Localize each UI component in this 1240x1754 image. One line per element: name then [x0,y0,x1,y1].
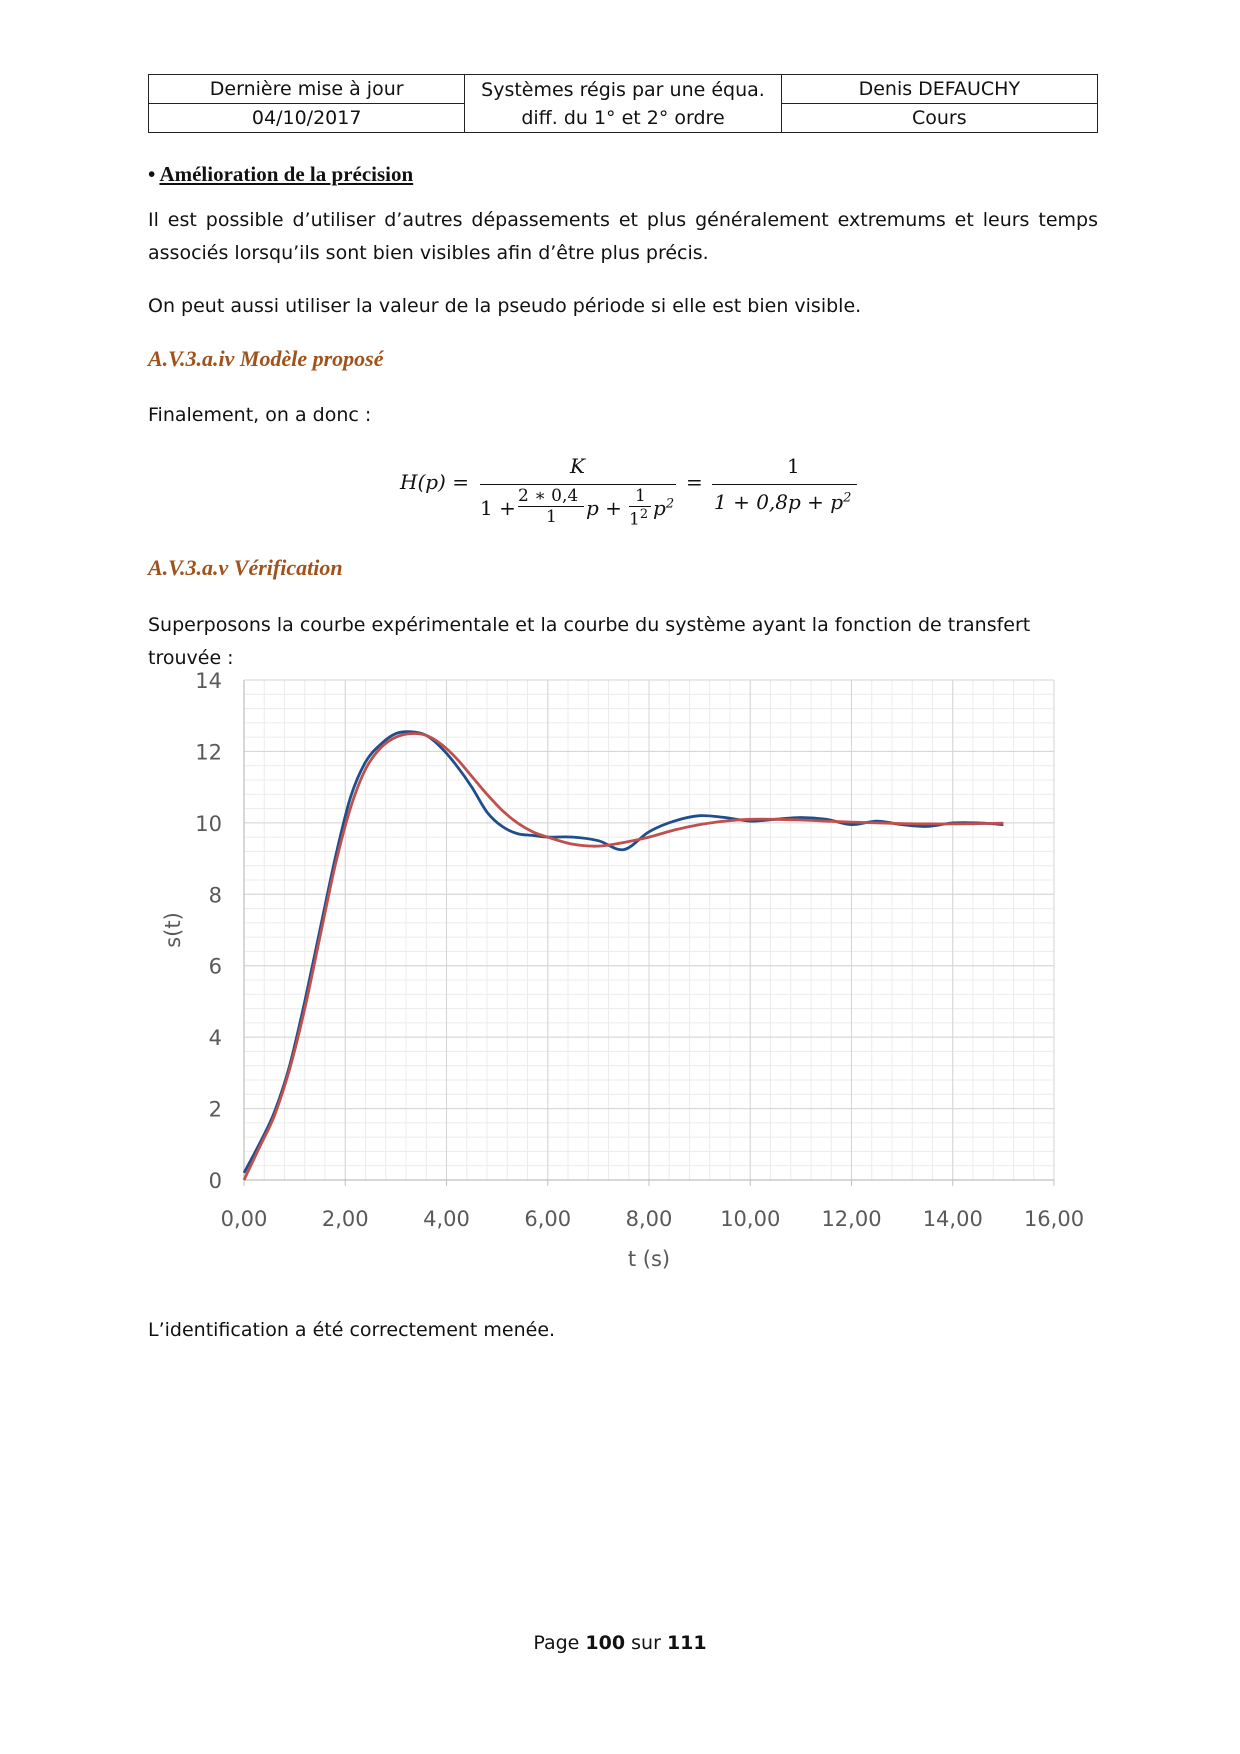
footer-of-label: sur [631,1632,661,1654]
x-tick-label: 8,00 [625,1207,673,1231]
paragraph-extremums: Il est possible d’utiliser d’autres dépassements et plus généralement extremums et leurs temps associés lorsqu’ils sont bien visibles afin d’être plus précis. [148,209,1098,264]
header-table [148,74,1098,133]
formula-num2: 1 [787,454,800,478]
chart-series [244,732,1003,1180]
page-footer [0,1632,1240,1654]
formula-p-sq [653,496,674,520]
y-tick-label: 12 [195,740,222,765]
formula-equals: = [686,470,703,494]
paragraph-superposons: Superposons la courbe expérimentale et la courbe du système ayant la fonction de transfert trouvée : [148,614,1031,669]
paragraph-finalement: Finalement, on a donc : [148,404,372,426]
section-title: Amélioration de la précision [159,162,414,186]
formula-bar2 [712,484,857,485]
formula-frac-a-num: 2 ∗ 0,4 [518,486,579,506]
formula-den2-exp: 2 [843,490,852,506]
formula-frac-a-den: 1 [546,507,557,527]
formula-den2-base: 1 + 0,8p + p [714,490,844,514]
response-chart [161,662,1098,1282]
series-experimental-line [244,732,1003,1173]
x-tick-label: 10,00 [720,1207,781,1231]
x-tick-label: 12,00 [821,1207,882,1231]
formula-p-plus: p + [586,496,622,520]
formula-frac-b-den [629,507,648,530]
header-title-line2: diff. du 1° et 2° ordre [521,106,725,129]
y-tick-label: 2 [208,1097,222,1122]
footer-total-pages: 111 [666,1632,707,1654]
y-tick-label: 6 [208,954,222,979]
transfer-function-formula [400,448,860,540]
section-heading [148,162,413,187]
footer-page-label: Page [533,1632,580,1654]
y-tick-label: 0 [208,1169,222,1193]
formula-num1: K [570,454,585,478]
x-axis-label: t (s) [627,1247,671,1271]
formula-den-one: 1 + [480,496,516,520]
x-tick-label: 14,00 [922,1207,983,1231]
x-tick-label: 16,00 [1023,1207,1085,1231]
section-bullet: • [148,162,156,186]
subheading-model: A.V.3.a.iv Modèle proposé [148,346,384,371]
header-last-update-label: Dernière mise à jour [149,75,465,104]
paragraph-pseudo-period: On peut aussi utiliser la valeur de la pseudo période si elle est bien visible. [148,295,862,317]
x-tick-label: 6,00 [524,1207,572,1231]
header-title-line1: Systèmes régis par une équa. [481,78,765,101]
header-title [465,75,781,133]
footer-page-number: 100 [585,1632,626,1654]
x-tick-label: 2,00 [321,1207,369,1231]
subheading-verification: A.V.3.a.v Vérification [148,555,343,580]
header-doc-type: Cours [781,104,1097,133]
y-tick-labels [195,669,222,1193]
formula-lhs: H(p) = [400,470,469,494]
header-last-update-date: 04/10/2017 [149,104,465,133]
formula-frac-b-num: 1 [635,486,646,506]
y-axis-label: s(t) [161,912,185,948]
formula-p-sq-exp: 2 [665,496,675,512]
series-model-line [244,733,1003,1180]
y-tick-label: 10 [195,811,222,836]
formula-p-sq-base: p [653,496,666,520]
formula-frac-b-den-exp: 2 [639,507,649,522]
y-tick-label: 14 [195,669,222,693]
x-tick-label: 0,00 [220,1207,268,1231]
y-tick-label: 4 [208,1026,222,1051]
x-tick-labels [221,1207,1084,1231]
header-author: Denis DEFAUCHY [781,75,1097,104]
formula-den2 [714,490,851,514]
y-tick-label: 8 [208,883,222,908]
formula-frac-b-den-base: 1 [629,509,640,530]
paragraph-conclusion: L’identification a été correctement menée. [148,1319,556,1341]
formula-bar1 [480,484,676,485]
x-tick-label: 4,00 [423,1207,470,1231]
